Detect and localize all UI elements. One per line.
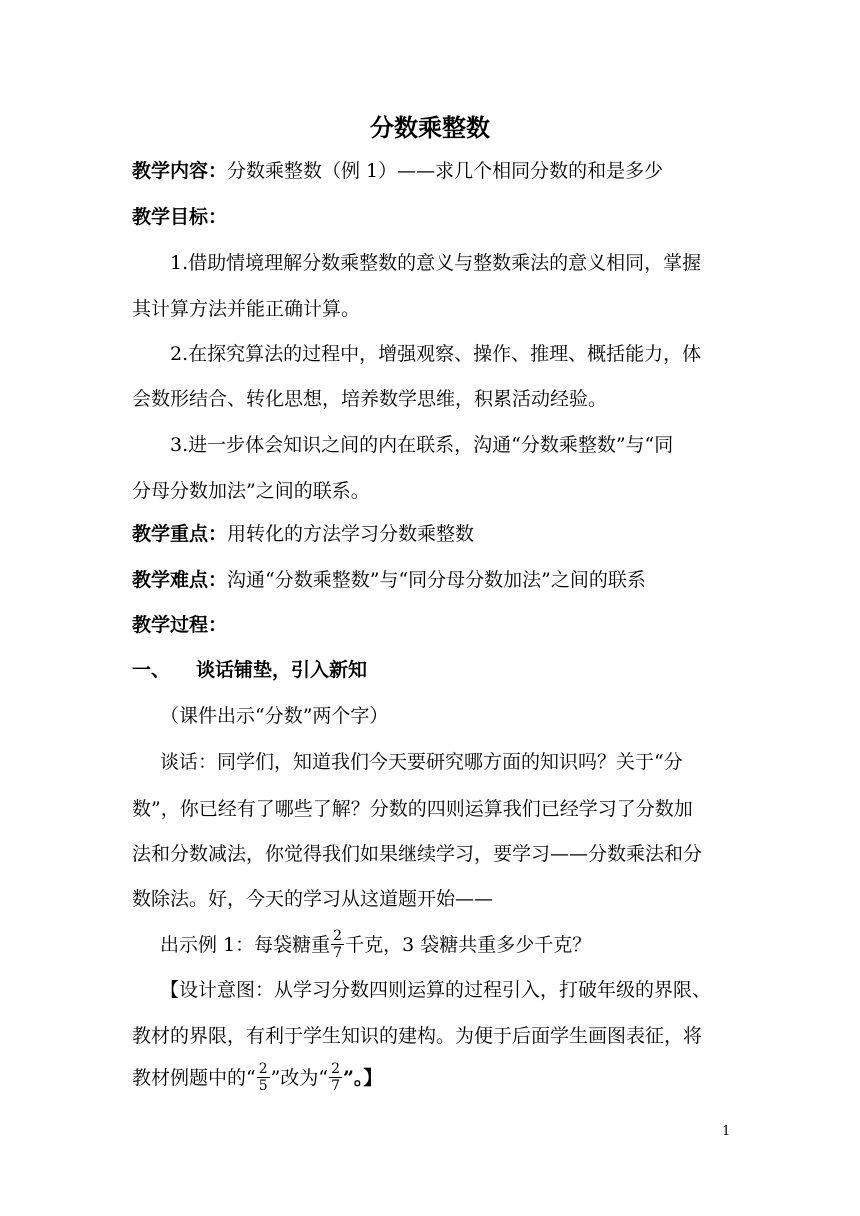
goal-3-line-2: 分母分数加法”之间的联系。	[132, 480, 370, 502]
example-suffix: 千克，3 袋糖共重多少千克？	[345, 934, 592, 956]
design-fraction-new-denominator: 7	[331, 1077, 340, 1094]
key-point-text: 用转化的方法学习分数乘整数	[227, 523, 475, 545]
example-1-line	[160, 925, 760, 965]
teaching-goals-label: 教学目标：	[132, 206, 228, 228]
courseware-note: （课件出示“分数”两个字）	[160, 705, 389, 727]
design-intent-line-1: 【设计意图：从学习分数四则运算的过程引入，打破年级的界限、	[160, 979, 712, 1001]
design-intent-line-2: 教材的界限，有利于学生知识的建构。为便于后面学生画图表征，将	[132, 1025, 703, 1047]
teaching-process-label: 教学过程：	[132, 614, 228, 636]
design-fraction-original-numerator: 2	[258, 1060, 268, 1077]
section-1-heading	[132, 656, 732, 684]
goal-1-line-2: 其计算方法并能正确计算。	[132, 298, 361, 320]
design-fraction-original	[257, 1061, 270, 1094]
example-prefix: 出示例 1：每袋糖重	[160, 934, 331, 956]
difficulty-line	[132, 566, 732, 594]
talk-line-4: 数除法。好，今天的学习从这道题开始——	[132, 888, 494, 910]
talk-line-1: 谈话：同学们，知道我们今天要研究哪方面的知识吗？关于“分	[160, 751, 683, 773]
teaching-content-text: 分数乘整数（例 1）——求几个相同分数的和是多少	[227, 160, 664, 182]
example-fraction-numerator: 2	[333, 927, 343, 944]
example-fraction	[331, 928, 344, 961]
design-fraction-original-denominator: 5	[258, 1077, 268, 1094]
goal-2-line-2: 会数形结合、转化思想，培养数学思维，积累活动经验。	[132, 388, 608, 410]
page-number: 1	[722, 1124, 731, 1139]
difficulty-label: 教学难点：	[132, 569, 228, 591]
goal-1-line-1: 1.借助情境理解分数乘整数的意义与整数乘法的意义相同，掌握	[170, 252, 702, 274]
teaching-content-line	[132, 157, 732, 185]
talk-line-3: 法和分数减法，你觉得我们如果继续学习，要学习——分数乘法和分	[132, 843, 703, 865]
goal-2-line-1: 2.在探究算法的过程中，增强观察、操作、推理、概括能力，体	[170, 343, 702, 365]
teaching-content-label: 教学内容：	[132, 160, 228, 182]
key-point-label: 教学重点：	[132, 523, 228, 545]
section-1-title: 谈话铺垫，引入新知	[196, 659, 368, 681]
difficulty-text: 沟通“分数乘整数”与“同分母分数加法”之间的联系	[227, 569, 646, 591]
design-intent-line-3	[132, 1058, 732, 1098]
design-line-3-part-b: ”改为“	[270, 1067, 329, 1089]
example-fraction-denominator: 7	[333, 944, 343, 961]
goal-3-line-1: 3.进一步体会知识之间的内在联系，沟通“分数乘整数”与“同	[170, 434, 674, 456]
design-fraction-new	[329, 1061, 342, 1094]
design-line-3-part-a: 教材例题中的“	[132, 1067, 256, 1089]
design-line-3-part-c: ”。】	[343, 1067, 383, 1089]
design-fraction-new-numerator: 2	[331, 1060, 340, 1077]
talk-line-2: 数”，你已经有了哪些了解？分数的四则运算我们已经学习了分数加	[132, 798, 693, 820]
key-point-line	[132, 520, 732, 548]
section-1-number: 一、	[132, 659, 171, 681]
document-title: 分数乘整数	[370, 113, 490, 142]
